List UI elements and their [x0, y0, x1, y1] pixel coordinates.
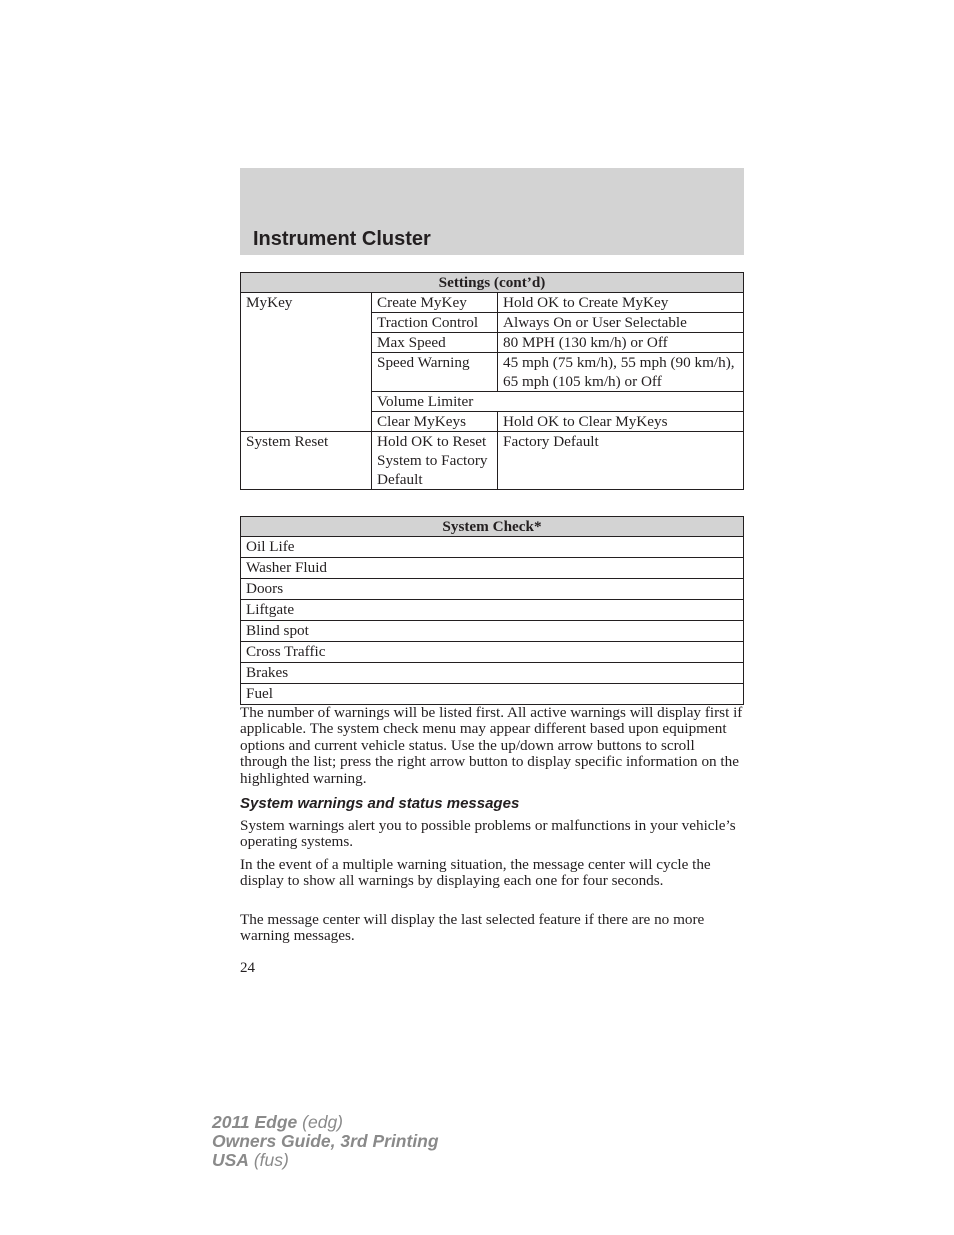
- table-cell-value: 80 MPH (130 km/h) or Off: [498, 333, 744, 353]
- table-row: [241, 293, 744, 313]
- table-cell-value: 45 mph (75 km/h), 55 mph (90 km/h), 65 mph (105 km/h) or Off: [498, 353, 744, 392]
- section-title: Instrument Cluster: [253, 228, 431, 250]
- paragraph-2: In the event of a multiple warning situation, the message center will cycle the display to show all warnings by displaying each one for four seconds.: [240, 856, 711, 890]
- system-check-item: Oil Life: [241, 537, 744, 558]
- table-cell-value: Hold OK to Clear MyKeys: [498, 412, 744, 432]
- table-cell-item: Clear MyKeys: [372, 412, 498, 432]
- settings-table: [240, 272, 744, 490]
- footer-model-code: (edg): [302, 1112, 344, 1132]
- footer-line-1: [212, 1113, 439, 1132]
- footer: [212, 1113, 439, 1170]
- subheading: System warnings and status messages: [240, 795, 520, 812]
- table-cell-item: Max Speed: [372, 333, 498, 353]
- system-check-item: Blind spot: [241, 621, 744, 642]
- table-row: [241, 432, 744, 490]
- footer-guide: Owners Guide, 3rd Printing: [212, 1131, 439, 1151]
- system-check-table: [240, 516, 744, 705]
- table-cell-item: Volume Limiter: [372, 392, 744, 412]
- footer-model: 2011 Edge: [212, 1112, 298, 1132]
- table-cell-item: Hold OK to Reset System to Factory Default: [372, 432, 498, 490]
- table-cell-item: Traction Control: [372, 313, 498, 333]
- footer-market-code: (fus): [253, 1150, 289, 1170]
- system-check-header: System Check*: [241, 517, 744, 537]
- paragraph-1: System warnings alert you to possible problems or malfunctions in your vehicle’s operating systems.: [240, 817, 736, 851]
- footer-market: USA: [212, 1150, 249, 1170]
- system-check-item: Washer Fluid: [241, 558, 744, 579]
- system-check-item: Fuel: [241, 684, 744, 705]
- footer-line-2: [212, 1132, 439, 1151]
- table-cell-value: Hold OK to Create MyKey: [498, 293, 744, 313]
- table-cell-item: Speed Warning: [372, 353, 498, 392]
- table-cell-group: System Reset: [241, 432, 372, 490]
- intro-paragraph: The number of warnings will be listed first. All active warnings will display first if applicable. The system check menu may appear different based upon equipment options and current vehicle status. Use the up/down arrow buttons to scroll through the list; press the right arrow button to display specific information on the highlighted warning.: [240, 704, 743, 787]
- system-check-item: Doors: [241, 579, 744, 600]
- system-check-item: Brakes: [241, 663, 744, 684]
- system-check-item: Liftgate: [241, 600, 744, 621]
- footer-line-3: [212, 1151, 439, 1170]
- table-cell-group: MyKey: [241, 293, 372, 432]
- table-cell-value: Factory Default: [498, 432, 744, 490]
- system-check-item: Cross Traffic: [241, 642, 744, 663]
- page-number: 24: [240, 960, 255, 976]
- paragraph-3: The message center will display the last selected feature if there are no more warning messages.: [240, 911, 705, 945]
- table-cell-value: Always On or User Selectable: [498, 313, 744, 333]
- table-cell-item: Create MyKey: [372, 293, 498, 313]
- settings-table-header: Settings (cont’d): [241, 273, 744, 293]
